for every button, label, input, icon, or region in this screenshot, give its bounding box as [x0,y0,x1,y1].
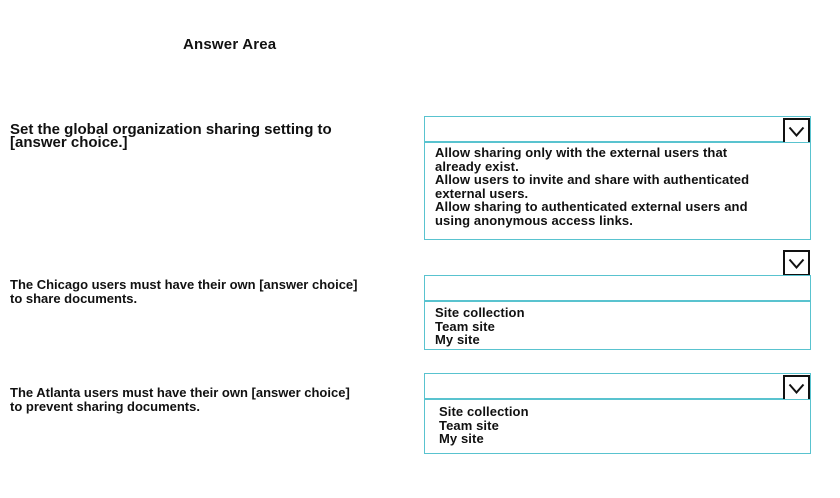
question-1-line-1: Set the global organization sharing setting to [10,121,332,138]
question-1-option-3[interactable]: Allow sharing to authenticated external users and [435,199,748,214]
question-1-text [10,123,410,149]
question-2-line-2: to share documents. [10,291,138,306]
question-2-dropdown-toggle[interactable] [783,250,810,276]
question-3-option-3[interactable]: My site [439,431,484,446]
question-1-options-list [424,142,811,240]
chevron-down-icon [788,258,805,269]
question-3-option-1[interactable]: Site collection [439,404,529,419]
question-2-option-2[interactable]: Team site [435,318,495,334]
question-1-answer-select[interactable] [424,116,811,142]
chevron-down-icon [788,126,805,137]
question-2-options-list [424,301,811,350]
question-3-line-1: The Atlanta users must have their own [answer choice] [10,385,350,400]
question-1-option-1[interactable]: Allow sharing only with the external users that [435,145,728,160]
answer-area-title: Answer Area [183,36,277,53]
chevron-down-icon [788,383,805,394]
question-1-option-2[interactable]: Allow users to invite and share with authenticated [435,172,750,187]
question-2-option-1[interactable]: Site collection [435,305,525,320]
question-1-option-3-cont[interactable]: using anonymous access links. [435,212,633,228]
question-3-option-2[interactable]: Team site [439,417,499,433]
question-1-option-2-cont[interactable]: external users. [435,185,529,201]
question-2-option-3[interactable]: My site [435,332,480,347]
question-3-line-2: to prevent sharing documents. [10,399,200,414]
question-1-option-1-cont[interactable]: already exist. [435,158,519,174]
question-3-answer-select[interactable] [424,373,811,399]
question-3-options-list [424,399,811,454]
question-2-line-1: The Chicago users must have their own [answer choice] [10,277,358,292]
question-1-line-2: [answer choice.] [10,134,128,151]
question-2-answer-select[interactable] [424,275,811,301]
question-3-dropdown-toggle[interactable] [783,375,810,401]
question-1-dropdown-toggle[interactable] [783,118,810,144]
question-3-text [10,386,420,414]
question-2-text [10,278,420,306]
